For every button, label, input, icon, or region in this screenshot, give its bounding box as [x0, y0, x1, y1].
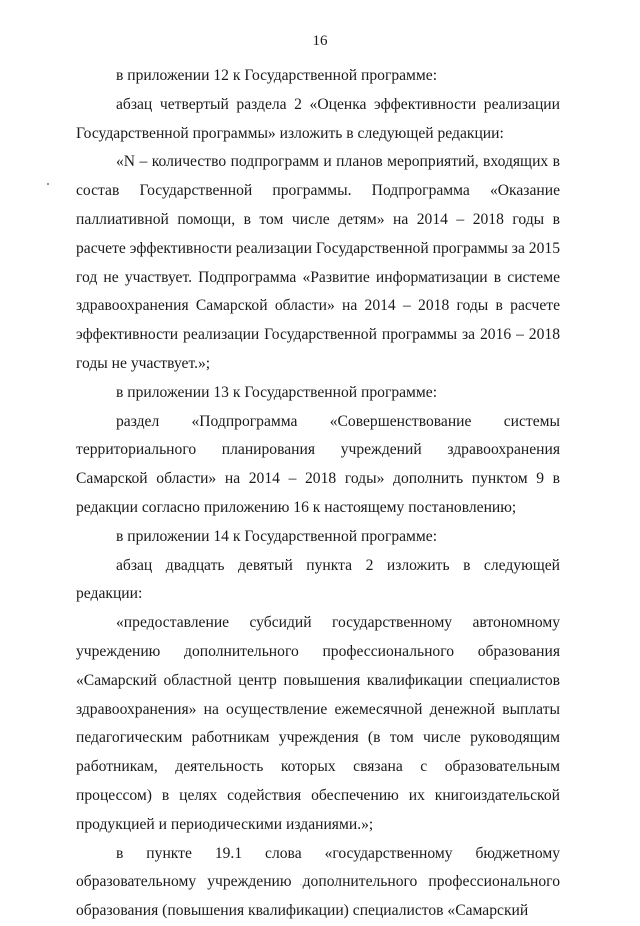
scan-artifact: [300, 884, 340, 887]
paragraph-appendix-13: в приложении 13 к Государственной программе:: [116, 383, 438, 401]
page-number: 16: [312, 33, 328, 49]
document-body: [76, 62, 560, 926]
paragraph-abzac-chetvertyi: абзац четвертый раздела 2 «Оценка эффективности реализации Государственной программы» изложить в следующей редакции:: [76, 95, 560, 142]
paragraph-punkt-19-1: в пункте 19.1 слова «государственному бюджетному образовательному учреждению дополнительного профессионального образования (повышения квалификации) специалистов «Самарский: [76, 844, 560, 920]
paragraph-abzac-29: абзац двадцать девятый пункта 2 изложить в следующей редакции:: [76, 556, 560, 603]
paragraph-appendix-14: в приложении 14 к Государственной программе:: [116, 527, 438, 545]
margin-mark: [47, 183, 49, 185]
paragraph-appendix-12: в приложении 12 к Государственной программе:: [116, 67, 438, 84]
paragraph-subsidies: «предоставление субсидий государственному автономному учреждению дополнительного профессионального образования «Самарский областной центр повышения квалификации специалистов здравоохранения» на осуществление ежемесячной денежной выплаты педагогическим работникам учреждения (в том числе руководящим работникам, деятельность которых связана с образовательным процессом) в целях содействия обеспечению их книгоиздательской продукцией и периодическими изданиями.»;: [76, 614, 560, 833]
paragraph-n-definition: «N – количество подпрограмм и планов мероприятий, входящих в состав Государственной программы. Подпрограмма «Оказание паллиативной помощи, в том числе детям» на 2014 – 2018 годы в расчете эффективности реализации Государственной программы за 2015 год не участвует. Подпрограмма «Развитие информатизации в системе здравоохранения Самарской области» на 2014 – 2018 годы в расчете эффективности реализации Государственной программы за 2016 – 2018 годы не участвует.»;: [76, 153, 560, 372]
paragraph-razdel-podprogramma: раздел «Подпрограмма «Совершенствование системы территориального планирования учреждений здравоохранения Самарской области» на 2014 – 2018 годы» дополнить пунктом 9 в редакции согласно приложению 16 к настоящему постановлению;: [76, 412, 560, 516]
